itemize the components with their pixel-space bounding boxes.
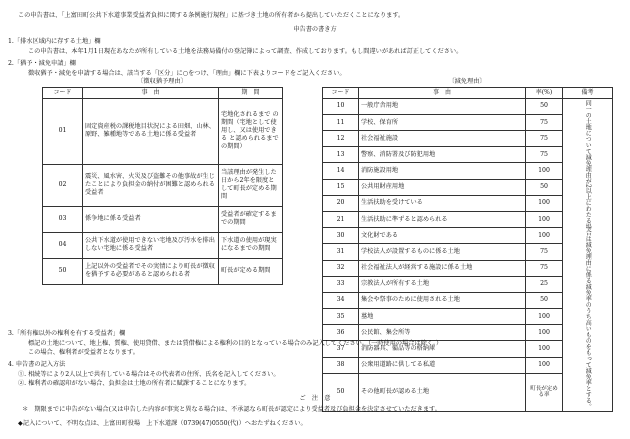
code-cell: 33 [323, 276, 359, 292]
rate-cell: 75 [526, 131, 563, 147]
reason-cell: 生活扶助に準ずると認められる [359, 212, 526, 228]
column-header: 期 間 [219, 88, 283, 99]
rate-cell: 75 [526, 260, 563, 276]
reason-cell: 一般庁舎用地 [359, 98, 526, 114]
code-cell: 38 [323, 357, 359, 373]
code-cell: 15 [323, 179, 359, 195]
reason-cell: 学校、保育所 [359, 114, 526, 130]
period-cell: 宅地化されるまで の期間（宅地として使用し、又は使用できる と認められるまでの期間） [219, 98, 283, 164]
rate-cell: 75 [526, 147, 563, 163]
rate-cell: 100 [526, 195, 563, 211]
column-header: 事 由 [359, 88, 526, 99]
rate-cell: 50 [526, 179, 563, 195]
code-cell: 36 [323, 325, 359, 341]
code-cell: 04 [43, 232, 83, 258]
rate-cell: 100 [526, 325, 563, 341]
rate-cell: 100 [526, 212, 563, 228]
deferral-reason-table [42, 87, 283, 285]
rate-cell: 100 [526, 163, 563, 179]
column-header: コード [43, 88, 83, 99]
notice-title: ご 注 意 [299, 395, 331, 402]
code-cell: 37 [323, 341, 359, 357]
reason-cell: 社会福祉施設 [359, 131, 526, 147]
section-1-heading: 1.「排水区域内に存する土地」欄 [8, 38, 101, 45]
column-header: コード [323, 88, 359, 99]
code-cell: 50 [43, 258, 83, 284]
section-3-body-2: この場合、権利者が受益者となります。 [28, 349, 139, 356]
period-cell: 下水道の使用が現実になるまでの期間 [219, 232, 283, 258]
period-cell: 受益者が確定するまでの期間 [219, 206, 283, 232]
reason-cell: 社会福祉法人が経営する施設に係る土地 [359, 260, 526, 276]
deferral-table-caption: 〔徴収猶予理由〕 [137, 78, 187, 85]
rate-cell: 25 [526, 276, 563, 292]
code-cell: 50 [323, 373, 359, 411]
reason-cell: 宗教法人が所有する土地 [359, 276, 526, 292]
table-row [43, 164, 283, 206]
reduction-reason-table [322, 87, 613, 412]
reason-cell: 学校法人が設置するものに係る土地 [359, 244, 526, 260]
code-cell: 35 [323, 309, 359, 325]
code-cell: 02 [43, 164, 83, 206]
reason-cell: 固定資産税の課税地目状況による田畑、山林、原野、雑種地等である土地に係る受益者 [83, 98, 219, 164]
remark-cell: 同一の土地について減免理由が2以上にわたる場合は減免理由に係る減免率のうち高いものをもって減免率とする。 [563, 98, 613, 411]
section-2-body: 徴収猶予・減免を申請する場合は、該当する「区分」に○をつけ、「理由」欄に下表よりコードをご記入ください。 [28, 70, 346, 77]
column-header: 事 由 [83, 88, 219, 99]
section-2-heading: 2.「猶予・減免申請」欄 [8, 60, 76, 67]
code-cell: 21 [323, 212, 359, 228]
code-cell: 13 [323, 147, 359, 163]
table-row [43, 258, 283, 284]
section-4-item-1: ①. 相続等により2人以上で共有している場合はその代表者の住所、氏名を記入してください。 [18, 371, 280, 378]
table-row [43, 98, 283, 164]
table-row [43, 206, 283, 232]
column-header: 備考 [563, 88, 613, 99]
code-cell: 31 [323, 244, 359, 260]
rate-cell: 75 [526, 244, 563, 260]
section-4-heading: 4. 申告書の記入方法 [8, 361, 66, 368]
code-cell: 03 [43, 206, 83, 232]
code-cell: 10 [323, 98, 359, 114]
reason-cell: 係争地に係る受益者 [83, 206, 219, 232]
notice-item: ＊ 期限までに申告がない場合(又は申告した内容が事実と異なる場合)は、不承認なら町長が認定により受益者及び負担金を決定させていただきます。 [22, 406, 441, 413]
rate-cell: 100 [526, 341, 563, 357]
section-3-body: 標記の土地について、地上権、質権、使用貸借、または賃借権による権利の目的となっている場合のみ記入してください。（一時使用の場合は除く。） [28, 340, 443, 347]
reason-cell: その他町長が認める土地 [359, 373, 526, 411]
reason-cell: 消防施設用地 [359, 163, 526, 179]
code-cell: 32 [323, 260, 359, 276]
reason-cell: 震災、風水害、火災及び盗難その他事故が生じたことにより負担金の納付が困難と認められる受益者 [83, 164, 219, 206]
code-cell: 34 [323, 292, 359, 308]
intro-text: この申告書は、「上富田町公共下水道事業受益者負担に関する条例施行規程」に基づき土地の所有者から提出していただくことになります。 [18, 12, 405, 19]
table-row [323, 98, 613, 114]
reason-cell: 集会や祭事のために使用される土地 [359, 292, 526, 308]
column-header: 率(%) [526, 88, 563, 99]
rate-cell: 50 [526, 98, 563, 114]
reason-cell: 公衆用道路に供してる私道 [359, 357, 526, 373]
code-cell: 12 [323, 131, 359, 147]
reason-cell: 公共用財産用地 [359, 179, 526, 195]
reason-cell: 生活扶助を受けている [359, 195, 526, 211]
rate-cell: 100 [526, 309, 563, 325]
reason-cell: 文化財である [359, 228, 526, 244]
reason-cell: 上記以外の受益者でその実情により町長が徴収を猶予する必要があると認められる者 [83, 258, 219, 284]
rate-cell: 町長が定める率 [526, 373, 563, 411]
period-cell: 当該理由が発生した日から2年を限度として町長が定める期間 [219, 164, 283, 206]
section-1-body: この申告書は、本年1月1日現在あなたが所有している土地を法務局備付の登記簿によって調査、作成しております。もし間違いがあれば訂正してください。 [28, 48, 463, 55]
rate-cell: 100 [526, 357, 563, 373]
reason-cell: 消防器具、備品等の格納庫 [359, 341, 526, 357]
reason-cell: 墓地 [359, 309, 526, 325]
table-row [43, 232, 283, 258]
guide-title: 申告書の書き方 [293, 26, 337, 33]
code-cell: 01 [43, 98, 83, 164]
code-cell: 20 [323, 195, 359, 211]
section-4-item-2: ②. 権利者の確認印がない場合、負担金は土地の所有者に賦課することになります。 [18, 380, 251, 387]
rate-cell: 100 [526, 228, 563, 244]
rate-cell: 50 [526, 292, 563, 308]
reason-cell: 警察、消防署及び防犯用地 [359, 147, 526, 163]
section-3-heading: 3.「所有権以外の権利を有する受益者」欄 [8, 330, 126, 337]
code-cell: 14 [323, 163, 359, 179]
reduction-table-caption: 〔減免理由〕 [448, 78, 486, 85]
period-cell: 町長が定める期間 [219, 258, 283, 284]
code-cell: 30 [323, 228, 359, 244]
reason-cell: 公共下水道が使用できない宅地及び汚水を排出しない宅地に係る受益者 [83, 232, 219, 258]
reason-cell: 公民館、集会所等 [359, 325, 526, 341]
contact-line: ◆記入について、不明な点は、上富田町役場 上下水道課（0739(47)0550(代)）へおたずねください。 [18, 420, 307, 427]
rate-cell: 75 [526, 114, 563, 130]
code-cell: 11 [323, 114, 359, 130]
